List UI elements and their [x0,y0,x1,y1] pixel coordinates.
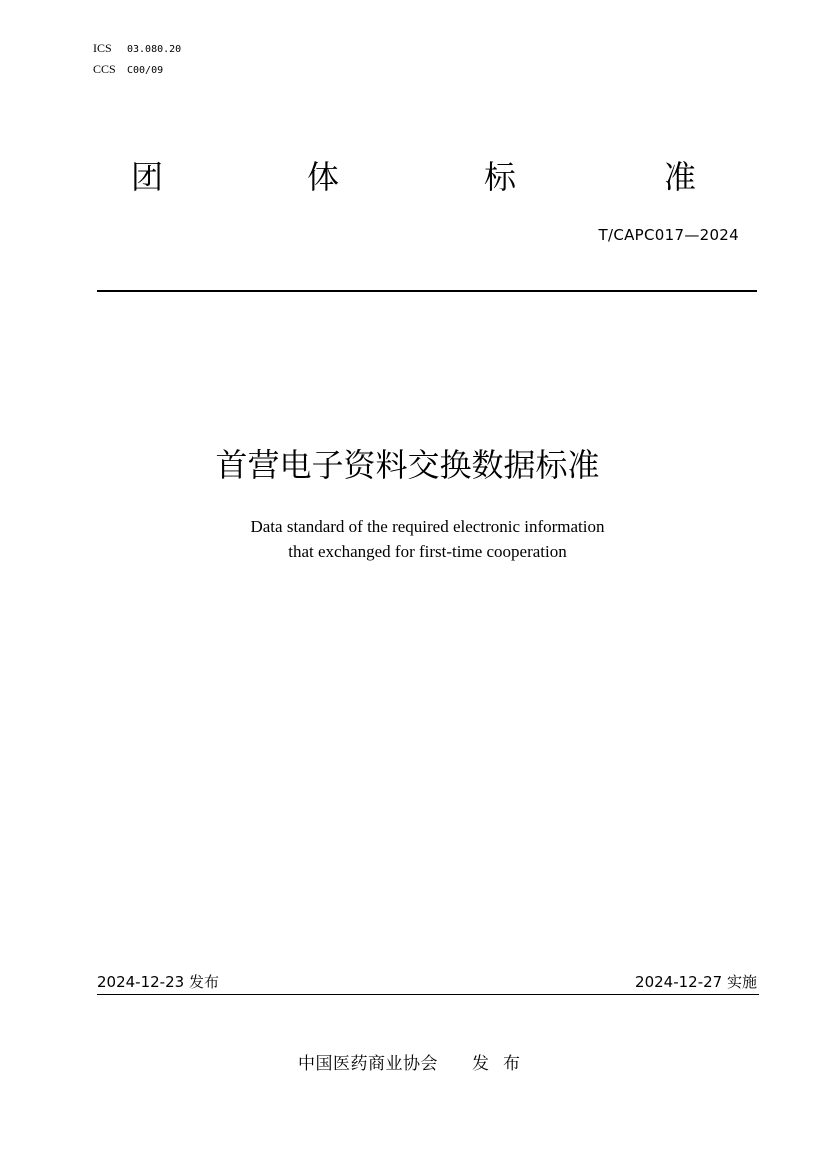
standard-type-char-4: 准 [664,158,697,196]
document-title-en [0,514,815,564]
footer-divider [97,994,759,995]
ccs-label: CCS [93,62,116,76]
implementation-date: 2024-12-27 实施 [635,973,757,991]
document-title-cn: 首营电子资料交换数据标准 [215,446,600,484]
ics-label: ICS [93,41,112,55]
document-title-en-line-1: Data standard of the required electronic information [250,517,605,536]
publisher-line [298,1053,534,1075]
standard-number: T/CAPC017—2024 [598,226,739,244]
standard-type-char-2: 体 [307,158,340,196]
standard-type-char-1: 团 [131,158,164,196]
ccs-code [93,62,163,78]
document-title-en-line-2: that exchanged for first-time cooperation [288,542,567,561]
publisher-action: 发布 [472,1054,534,1074]
issue-date: 2024-12-23 发布 [97,973,219,991]
header-divider [97,290,757,292]
standard-type-char-3: 标 [484,158,517,196]
ics-code [93,41,181,57]
ics-value: 03.080.20 [127,44,182,55]
publisher-organization: 中国医药商业协会 [298,1054,438,1074]
ccs-value: C00/09 [127,65,164,76]
